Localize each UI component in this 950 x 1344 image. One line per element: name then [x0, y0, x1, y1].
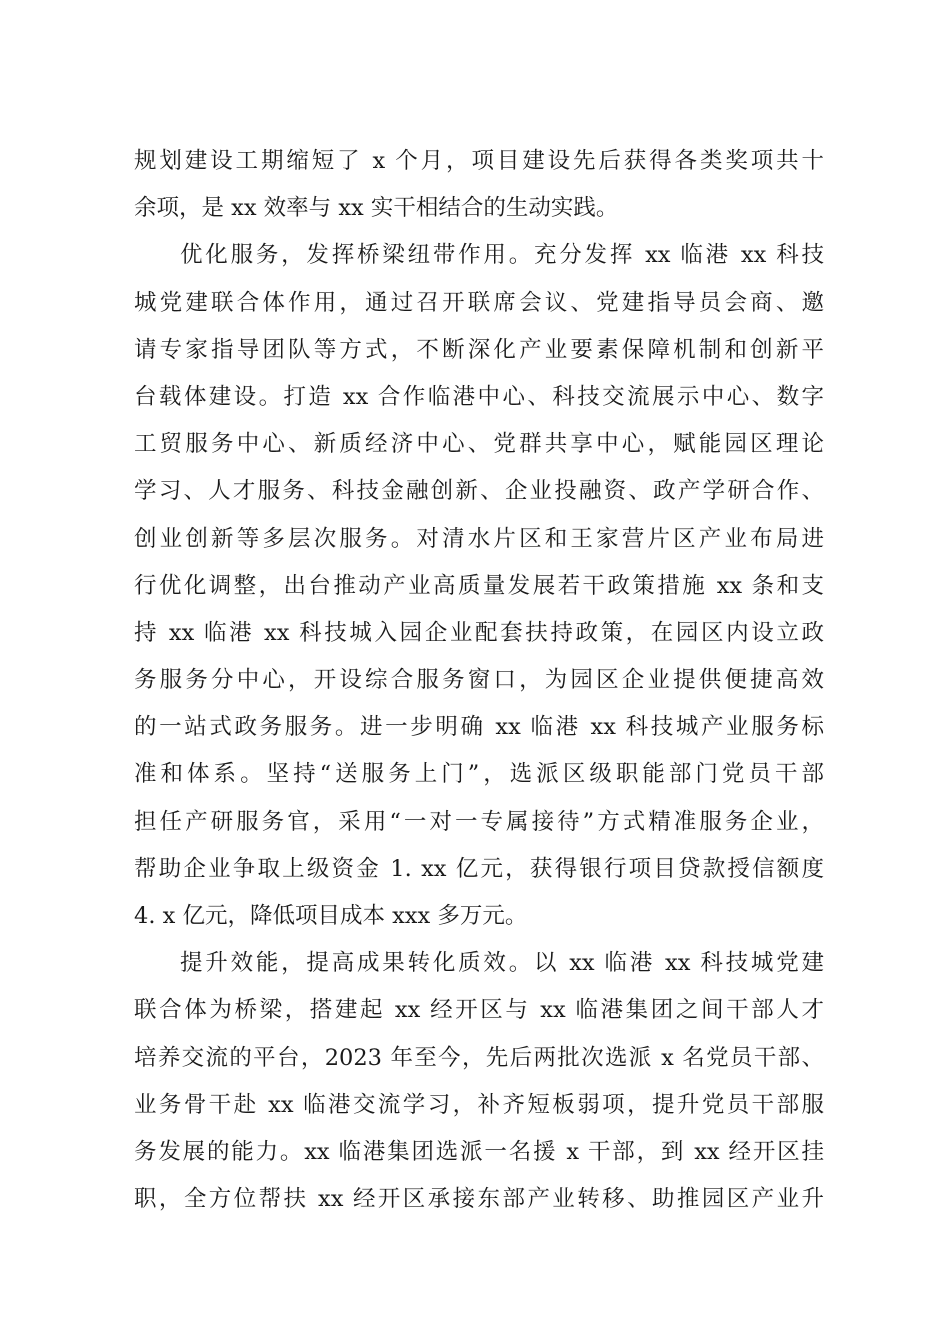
document-body: [134, 138, 824, 1223]
text-line: 优化服务，发挥桥梁纽带作用。充分发挥 xx 临港 xx 科技: [180, 242, 824, 269]
paragraph-improve-efficiency: [134, 940, 824, 1223]
text-line: 学习、人才服务、科技金融创新、企业投融资、政产学研合作、: [134, 478, 824, 505]
paragraph-optimize-service: [134, 232, 824, 940]
text-line: 余项，是 xx 效率与 xx 实干相结合的生动实践。: [134, 195, 619, 222]
text-line: 准和体系。坚持“送服务上门”，选派区级职能部门党员干部: [134, 761, 824, 788]
text-line: 务服务分中心，开设综合服务窗口，为园区企业提供便捷高效: [134, 667, 824, 694]
text-line: 城党建联合体作用，通过召开联席会议、党建指导员会商、邀: [134, 289, 824, 316]
text-line: 请专家指导团队等方式，不断深化产业要素保障机制和创新平: [134, 336, 824, 363]
text-line: 务发展的能力。xx 临港集团选派一名援 x 干部，到 xx 经开区挂: [134, 1138, 824, 1165]
text-line: 培养交流的平台，2023 年至今，先后两批次选派 x 名党员干部、: [134, 1044, 824, 1071]
text-line: 持 xx 临港 xx 科技城入园企业配套扶持政策，在园区内设立政: [134, 619, 824, 646]
text-line: 工贸服务中心、新质经济中心、党群共享中心，赋能园区理论: [134, 431, 824, 458]
text-line: 的一站式政务服务。进一步明确 xx 临港 xx 科技城产业服务标: [134, 714, 824, 741]
text-line: 提升效能，提高成果转化质效。以 xx 临港 xx 科技城党建: [180, 950, 824, 977]
text-line: 职，全方位帮扶 xx 经开区承接东部产业转移、助推园区产业升: [134, 1186, 824, 1213]
text-line: 业务骨干赴 xx 临港交流学习，补齐短板弱项，提升党员干部服: [134, 1091, 824, 1118]
text-line: 台载体建设。打造 xx 合作临港中心、科技交流展示中心、数字: [134, 383, 824, 410]
text-line: 创业创新等多层次服务。对清水片区和王家营片区产业布局进: [134, 525, 824, 552]
text-line: 4. x 亿元，降低项目成本 xxx 多万元。: [134, 903, 528, 929]
text-line: 帮助企业争取上级资金 1. xx 亿元，获得银行项目贷款授信额度: [134, 855, 824, 882]
text-line: 联合体为桥梁，搭建起 xx 经开区与 xx 临港集团之间干部人才: [134, 997, 824, 1024]
paragraph-project-results: [134, 138, 824, 232]
text-line: 行优化调整，出台推动产业高质量发展若干政策措施 xx 条和支: [134, 572, 824, 599]
text-line: 担任产研服务官，采用“一对一专属接待”方式精准服务企业，: [134, 808, 824, 835]
text-line: 规划建设工期缩短了 x 个月，项目建设先后获得各类奖项共十: [134, 148, 824, 174]
